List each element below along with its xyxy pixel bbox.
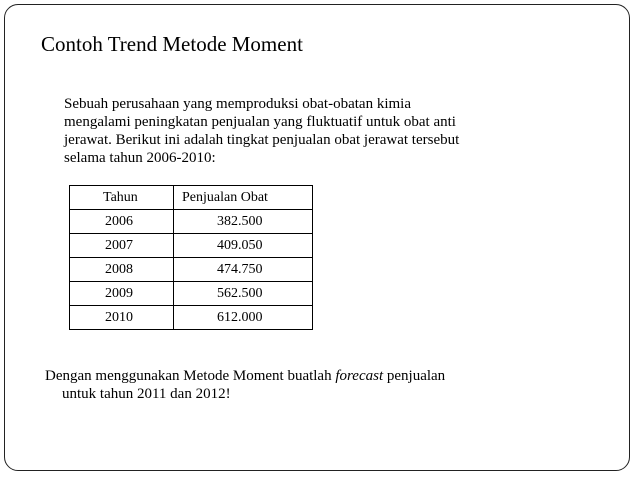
intro-line: jerawat. Berikut ini adalah tingkat penjualan obat jerawat tersebut <box>64 132 460 148</box>
sales-table <box>69 185 313 330</box>
intro-line: Sebuah perusahaan yang memproduksi obat-obatan kimia <box>64 96 411 112</box>
cell-year: 2008 <box>70 258 174 282</box>
question-line-1 <box>45 367 565 385</box>
header-year: Tahun <box>70 186 174 210</box>
table-row <box>70 210 313 234</box>
table-row <box>70 258 313 282</box>
table-row <box>70 234 313 258</box>
cell-sales: 612.000 <box>174 306 313 330</box>
cell-sales: 409.050 <box>174 234 313 258</box>
question-emphasis: forecast <box>335 368 384 384</box>
intro-line: selama tahun 2006-2010: <box>64 150 216 166</box>
table-header-row <box>70 186 313 210</box>
question-suffix: penjualan <box>383 368 446 384</box>
cell-year: 2010 <box>70 306 174 330</box>
slide-title: Contoh Trend Metode Moment <box>41 32 303 56</box>
cell-sales: 382.500 <box>174 210 313 234</box>
header-sales: Penjualan Obat <box>174 186 313 210</box>
intro-line: mengalami peningkatan penjualan yang fluktuatif untuk obat anti <box>64 114 456 130</box>
cell-year: 2006 <box>70 210 174 234</box>
cell-sales: 474.750 <box>174 258 313 282</box>
cell-sales: 562.500 <box>174 282 313 306</box>
question-prefix: Dengan menggunakan Metode Moment buatlah <box>45 368 336 384</box>
question-text <box>45 367 565 403</box>
table-row <box>70 306 313 330</box>
cell-year: 2009 <box>70 282 174 306</box>
intro-paragraph <box>64 95 544 167</box>
cell-year: 2007 <box>70 234 174 258</box>
table-row <box>70 282 313 306</box>
question-line-2: untuk tahun 2011 dan 2012! <box>62 386 231 402</box>
